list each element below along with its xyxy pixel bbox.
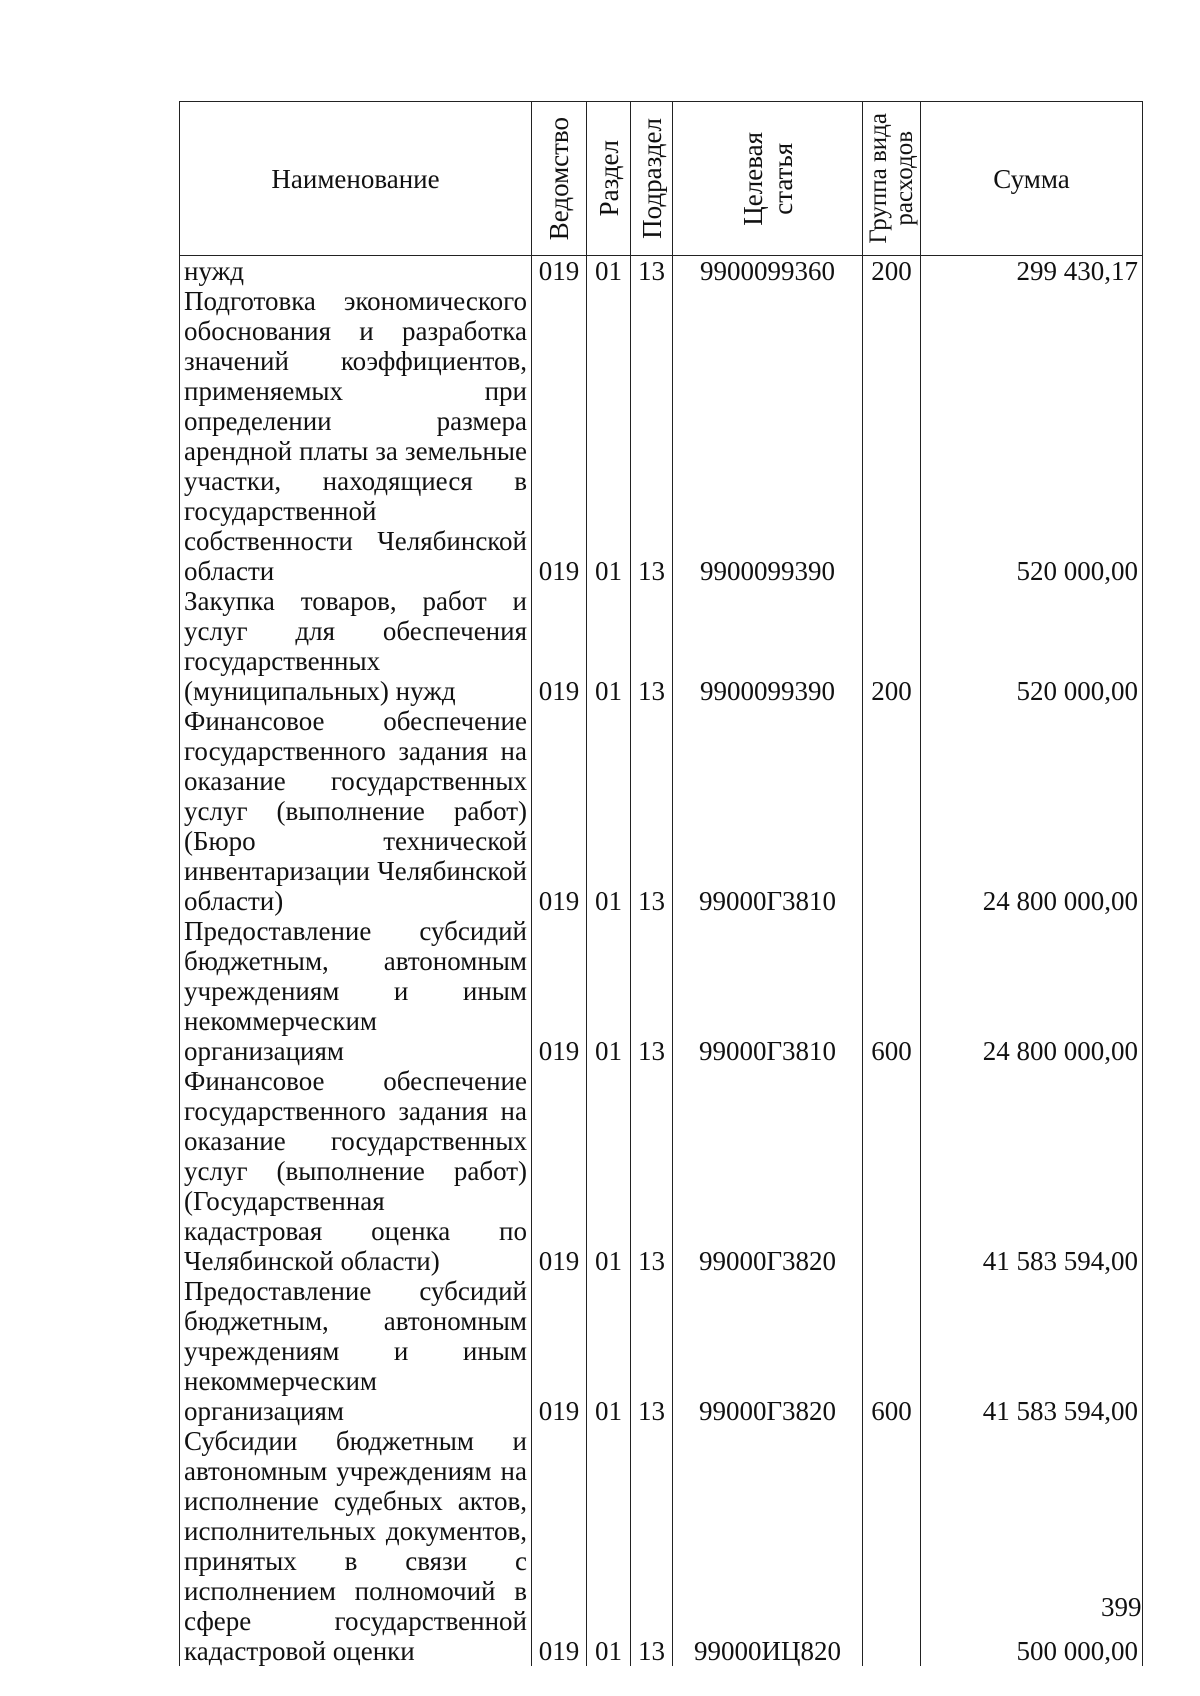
table-cell-target: 9900099390 (673, 586, 863, 706)
page-number: 399 (1101, 1592, 1142, 1622)
table-cell-name: Подготовка экономического обоснования и разработка значений коэффициентов, применяемых при определении размера арендной платы за земельные участки, находящиеся в государственной собственности Челябинской области (180, 286, 532, 586)
table-cell-amount: 24 800 000,00 (921, 706, 1143, 916)
table-cell-amount: 41 583 594,00 (921, 1276, 1143, 1426)
table-cell-expense-group: 200 (863, 586, 921, 706)
table-row (180, 706, 1143, 916)
table-cell-name: Финансовое обеспечение государственного задания на оказание государственных услуг (выполнение работ) (Бюро технической инвентаризации Челябинской области) (180, 706, 532, 916)
table-cell-name: Предоставление субсидий бюджетным, автономным учреждениям и иным некоммерческим организациям (180, 1276, 532, 1426)
table-header-row (180, 102, 1143, 256)
table-cell-subsection: 13 (631, 256, 673, 287)
table-cell-section: 01 (587, 1426, 631, 1666)
table-cell-name: Закупка товаров, работ и услуг для обеспечения государственных (муниципальных) нужд (180, 586, 532, 706)
table-cell-dept: 019 (532, 1426, 587, 1666)
table-cell-section: 01 (587, 256, 631, 287)
table-cell-expense-group (863, 286, 921, 586)
table-cell-amount: 41 583 594,00 (921, 1066, 1143, 1276)
table-cell-amount: 520 000,00 (921, 286, 1143, 586)
table-cell-dept: 019 (532, 256, 587, 287)
table-cell-amount: 24 800 000,00 (921, 916, 1143, 1066)
table-cell-subsection: 13 (631, 706, 673, 916)
table-cell-subsection: 13 (631, 286, 673, 586)
table-row (180, 1066, 1143, 1276)
table-cell-name: Предоставление субсидий бюджетным, автономным учреждениям и иным некоммерческим организациям (180, 916, 532, 1066)
table-cell-target: 99000Г3810 (673, 706, 863, 916)
table-row (180, 916, 1143, 1066)
table-row (180, 256, 1143, 287)
table-cell-target: 9900099360 (673, 256, 863, 287)
table-cell-section: 01 (587, 1066, 631, 1276)
table-cell-amount: 520 000,00 (921, 586, 1143, 706)
table-cell-dept: 019 (532, 916, 587, 1066)
header-expense-group: Группа вида расходов (863, 102, 921, 256)
table-cell-subsection: 13 (631, 1066, 673, 1276)
table-cell-name: Финансовое обеспечение государственного задания на оказание государственных услуг (выполнение работ) (Государственная кадастровая оценка по Челябинской области) (180, 1066, 532, 1276)
table-cell-section: 01 (587, 916, 631, 1066)
header-subsection: Подраздел (631, 102, 673, 256)
table-cell-section: 01 (587, 706, 631, 916)
header-amount: Сумма (921, 102, 1143, 256)
table-cell-section: 01 (587, 586, 631, 706)
table-cell-expense-group: 600 (863, 1276, 921, 1426)
table-cell-dept: 019 (532, 706, 587, 916)
table-cell-expense-group (863, 1426, 921, 1666)
table-cell-target: 99000Г3810 (673, 916, 863, 1066)
header-name: Наименование (180, 102, 532, 256)
budget-table (179, 101, 1143, 1666)
table-cell-expense-group (863, 706, 921, 916)
table-cell-subsection: 13 (631, 1276, 673, 1426)
table-cell-subsection: 13 (631, 586, 673, 706)
table-cell-section: 01 (587, 1276, 631, 1426)
table-cell-amount: 299 430,17 (921, 256, 1143, 287)
table-cell-amount: 500 000,00 (921, 1426, 1143, 1666)
table-cell-expense-group: 600 (863, 916, 921, 1066)
table-cell-target: 99000ИЦ820 (673, 1426, 863, 1666)
table-cell-target: 9900099390 (673, 286, 863, 586)
table-cell-target: 99000Г3820 (673, 1066, 863, 1276)
header-section: Раздел (587, 102, 631, 256)
table-cell-dept: 019 (532, 1276, 587, 1426)
table-cell-name: Субсидии бюджетным и автономным учреждениям на исполнение судебных актов, исполнительных документов, принятых в связи с исполнением полномочий в сфере государственной кадастровой оценки (180, 1426, 532, 1666)
table-cell-subsection: 13 (631, 916, 673, 1066)
table-cell-expense-group (863, 1066, 921, 1276)
table-row (180, 1426, 1143, 1666)
header-dept: Ведомство (532, 102, 587, 256)
header-target: Целевая статья (673, 102, 863, 256)
table-cell-expense-group: 200 (863, 256, 921, 287)
table-cell-section: 01 (587, 286, 631, 586)
table-cell-name: нужд (180, 256, 532, 287)
table-row (180, 586, 1143, 706)
table-cell-target: 99000Г3820 (673, 1276, 863, 1426)
table-cell-dept: 019 (532, 586, 587, 706)
table-row (180, 286, 1143, 586)
table-row (180, 1276, 1143, 1426)
table-cell-dept: 019 (532, 286, 587, 586)
table-cell-dept: 019 (532, 1066, 587, 1276)
table-cell-subsection: 13 (631, 1426, 673, 1666)
